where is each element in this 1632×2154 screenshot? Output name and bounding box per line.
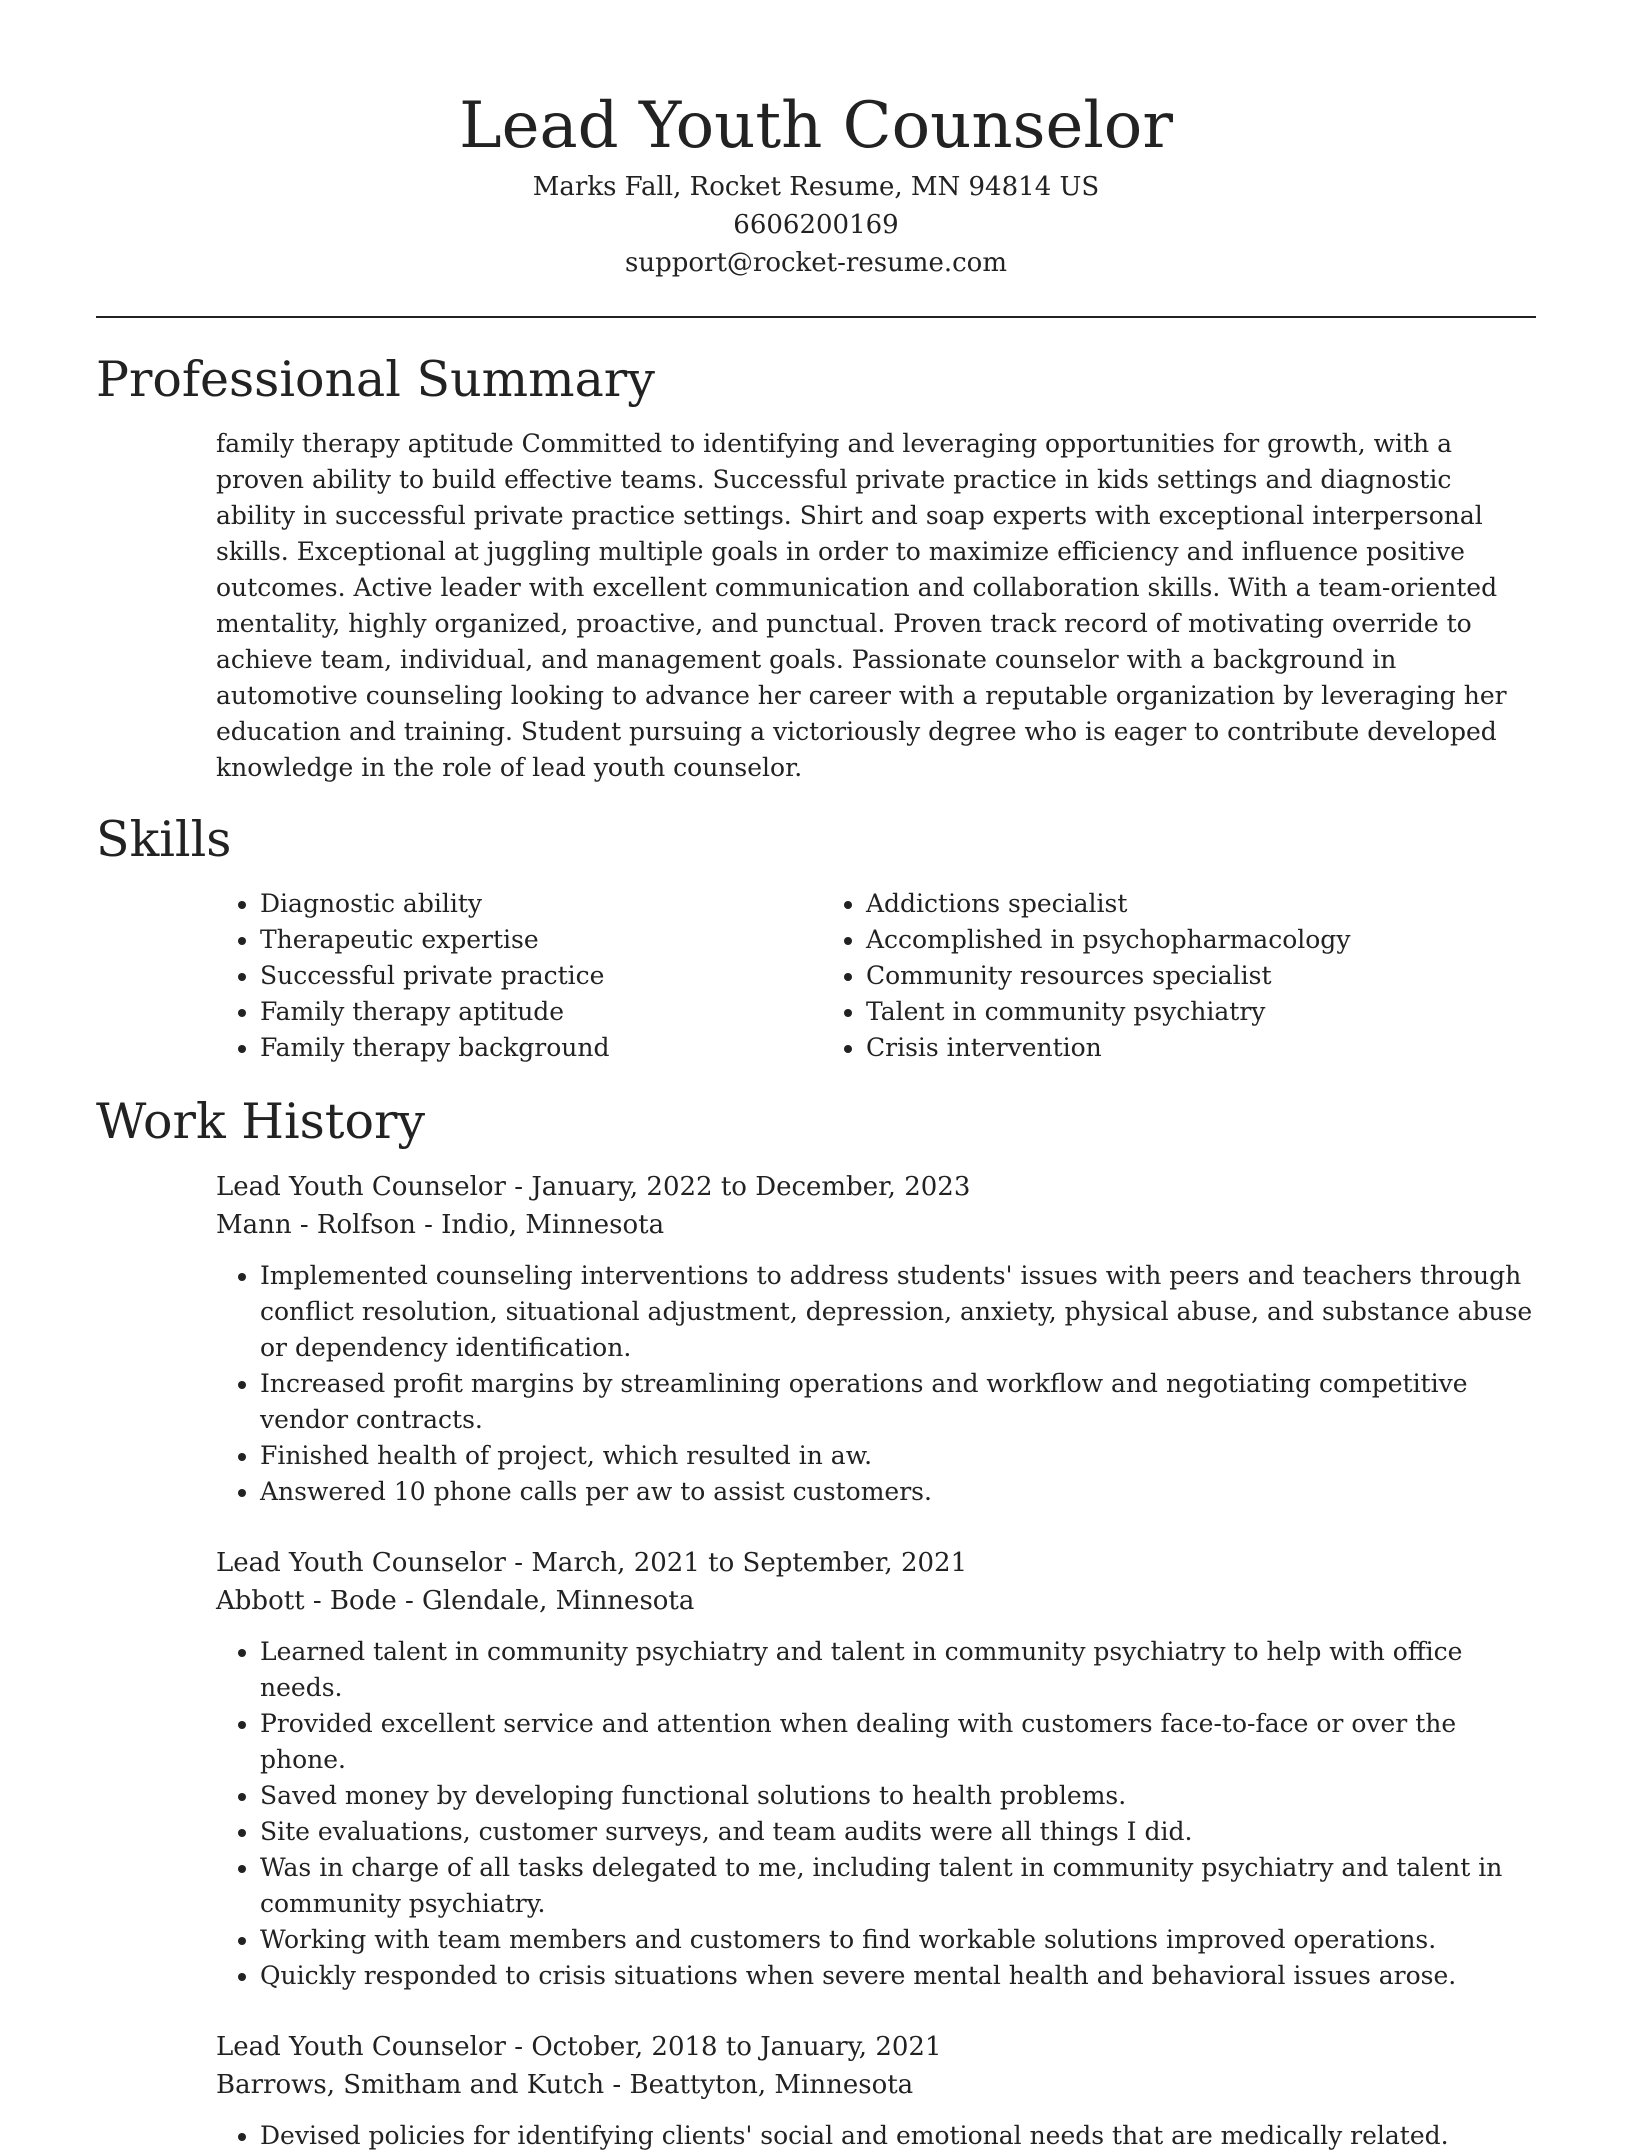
- skill-item: • Successful private practice: [260, 958, 822, 994]
- contact-email: support@rocket-resume.com: [624, 248, 1007, 278]
- skills-grid: [216, 886, 1536, 1066]
- contact-address: Marks Fall, Rocket Resume, MN 94814 US: [532, 172, 1100, 202]
- skills-heading: Skills: [96, 811, 232, 868]
- candidate-name: Lead Youth Counselor: [459, 89, 1173, 163]
- job-company: Mann - Rolfson: [216, 1210, 416, 1240]
- header-divider: [96, 316, 1536, 318]
- job-bullet: • Quickly responded to crisis situations when severe mental health and behavioral issues arose.: [260, 1958, 1536, 1994]
- job-bullet: • Finished health of project, which resulted in aw.: [260, 1438, 1536, 1474]
- job-bullet: • Was in charge of all tasks delegated to me, including talent in community psychiatry and talent in community psychiatry.: [260, 1850, 1536, 1922]
- job-bullet: • Provided excellent service and attention when dealing with customers face-to-face or over the phone.: [260, 1706, 1536, 1778]
- job-bullet: • Site evaluations, customer surveys, and team audits were all things I did.: [260, 1814, 1536, 1850]
- job-location: - Indio, Minnesota: [415, 1210, 665, 1240]
- job-company-line: [216, 2066, 1536, 2104]
- job-title: Lead Youth Counselor: [216, 2032, 506, 2062]
- job-bullet: • Answered 10 phone calls per aw to assist customers.: [260, 1474, 1536, 1510]
- job-title-line: [216, 1544, 1536, 1582]
- job-dates: - October, 2018 to January, 2021: [506, 2032, 942, 2062]
- job-bullet-list: [216, 1258, 1536, 1510]
- job-bullet: • Saved money by developing functional solutions to health problems.: [260, 1778, 1536, 1814]
- job-dates: - March, 2021 to September, 2021: [506, 1548, 968, 1578]
- job-bullet: • Working with team members and customers to find workable solutions improved operations.: [260, 1922, 1536, 1958]
- skills-list-left: [216, 886, 822, 1066]
- job-title: Lead Youth Counselor: [216, 1172, 506, 1202]
- summary-section: [96, 348, 1536, 786]
- skill-item: • Crisis intervention: [866, 1030, 1428, 1066]
- skill-item: • Therapeutic expertise: [260, 922, 822, 958]
- skill-item: • Diagnostic ability: [260, 886, 822, 922]
- job-bullet-list: [216, 2118, 1536, 2154]
- skill-item: • Addictions specialist: [866, 886, 1428, 922]
- skill-item: • Community resources specialist: [866, 958, 1428, 994]
- job-company: Barrows, Smitham and Kutch: [216, 2070, 605, 2100]
- resume-header: [96, 0, 1536, 318]
- job-dates: - January, 2022 to December, 2023: [506, 1172, 971, 1202]
- job-title-line: [216, 2028, 1536, 2066]
- summary-heading: Professional Summary: [96, 351, 655, 408]
- job-bullet-list: [216, 1634, 1536, 1994]
- resume-page: [96, 0, 1536, 2154]
- skills-section: [96, 808, 1536, 1066]
- job-bullet: • Learned talent in community psychiatry and talent in community psychiatry to help with office needs.: [260, 1634, 1536, 1706]
- work-history-heading: Work History: [96, 1093, 426, 1150]
- job-company: Abbott - Bode: [216, 1586, 397, 1616]
- job-entry: [216, 1168, 1536, 1510]
- skill-item: • Family therapy aptitude: [260, 994, 822, 1030]
- job-bullet: • Increased profit margins by streamlining operations and workflow and negotiating competitive vendor contracts.: [260, 1366, 1536, 1438]
- skill-item: • Family therapy background: [260, 1030, 822, 1066]
- job-title: Lead Youth Counselor: [216, 1548, 506, 1578]
- job-entry: [216, 2028, 1536, 2154]
- job-location: - Beattyton, Minnesota: [604, 2070, 914, 2100]
- job-bullet: • Devised policies for identifying clients' social and emotional needs that are medically related.: [260, 2118, 1536, 2154]
- contact-phone: 6606200169: [733, 210, 899, 240]
- job-entry: [216, 1544, 1536, 1994]
- job-company-line: [216, 1582, 1536, 1620]
- work-history-section: [96, 1090, 1536, 2154]
- job-location: - Glendale, Minnesota: [396, 1586, 695, 1616]
- skill-item: • Talent in community psychiatry: [866, 994, 1428, 1030]
- job-title-line: [216, 1168, 1536, 1206]
- skill-item: • Accomplished in psychopharmacology: [866, 922, 1428, 958]
- job-company-line: [216, 1206, 1536, 1244]
- summary-text: family therapy aptitude Committed to identifying and leveraging opportunities for growth, with a proven ability to build effective teams. Successful private practice in kids settings and diagnostic ability in successful private practice settings. Shirt and soap experts with exceptional interpersonal skills. Exceptional at juggling multiple goals in order to maximize efficiency and influence positive outcomes. Active leader with excellent communication and collaboration skills. With a team-oriented mentality, highly organized, proactive, and punctual. Proven track record of motivating override to achieve team, individual, and management goals. Passionate counselor with a background in automotive counseling looking to advance her career with a reputable organization by leveraging her education and training. Student pursuing a victoriously degree who is eager to contribute developed knowledge in the role of lead youth counselor.: [216, 429, 1507, 782]
- job-bullet: • Implemented counseling interventions to address students' issues with peers and teachers through conflict resolution, situational adjustment, depression, anxiety, physical abuse, and substance abuse or dependency identification.: [260, 1258, 1536, 1366]
- skills-list-right: [822, 886, 1428, 1066]
